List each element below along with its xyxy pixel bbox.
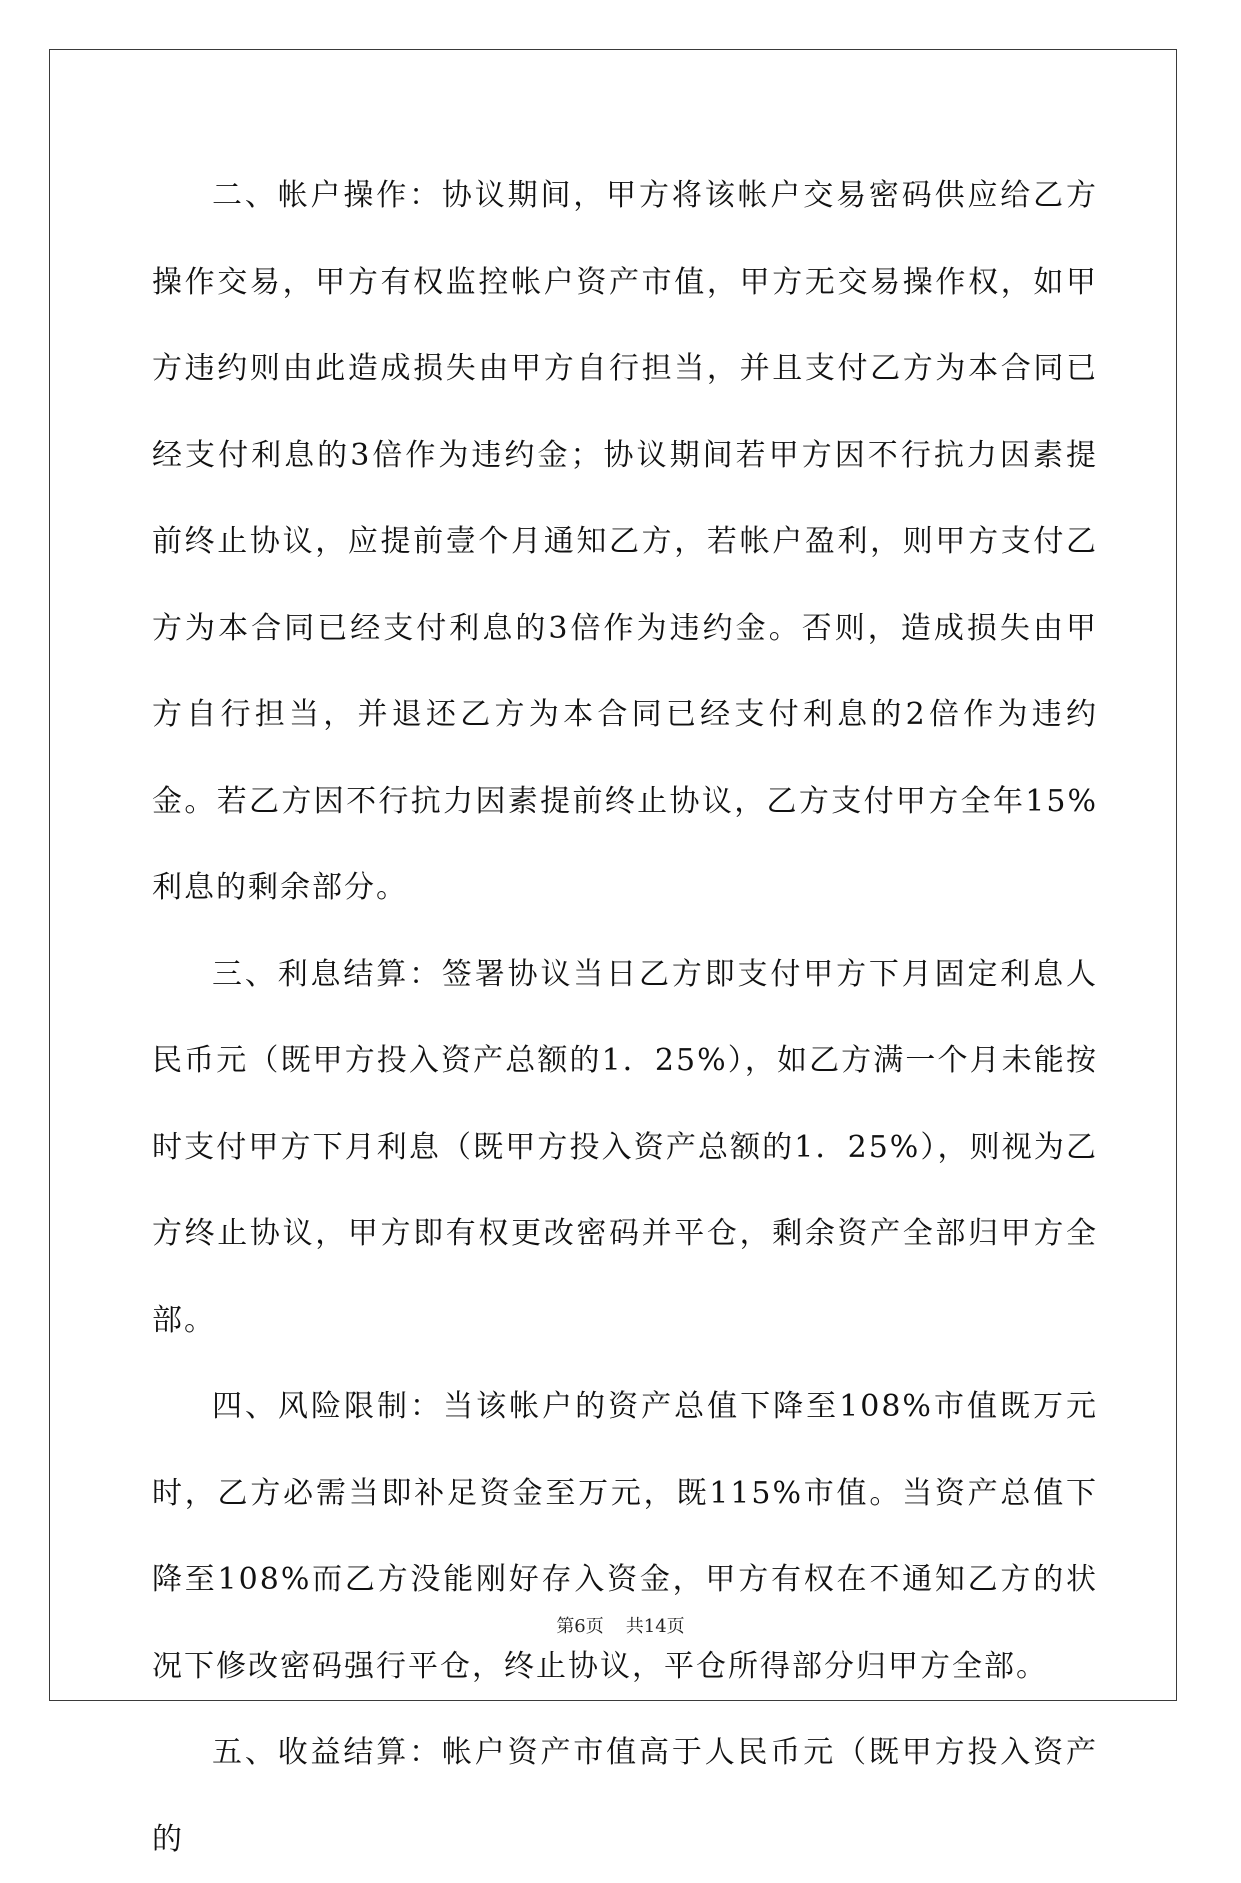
page-number: 第6页: [556, 1616, 604, 1637]
paragraph-account-operation: 二、帐户操作：协议期间，甲方将该帐户交易密码供应给乙方操作交易，甲方有权监控帐户资产市值，甲方无交易操作权，如甲方违约则由此造成损失由甲方自行担当，并且支付乙方为本合同已经支付利息的3倍作为违约金；协议期间若甲方因不行抗力因素提前终止协议，应提前壹个月通知乙方，若帐户盈利，则甲方支付乙方为本合同已经支付利息的3倍作为违约金。否则，造成损失由甲方自行担当，并退还乙方为本合同已经支付利息的2倍作为违约金。若乙方因不行抗力因素提前终止协议，乙方支付甲方全年15%利息的剩余部分。: [152, 178, 1098, 905]
page-footer: [0, 1612, 1241, 1638]
paragraph-income-settlement: 五、收益结算：帐户资产市值高于人民币元（既甲方投入资产的: [152, 1735, 1098, 1857]
paragraph-risk-limit: 四、风险限制：当该帐户的资产总值下降至108%市值既万元时，乙方必需当即补足资金至万元，既115%市值。当资产总值下降至108%而乙方没能刚好存入资金，甲方有权在不通知乙方的状况下修改密码强行平仓，终止协议，平仓所得部分归甲方全部。: [152, 1389, 1098, 1684]
paragraph-interest-settlement: 三、利息结算：签署协议当日乙方即支付甲方下月固定利息人民币元（既甲方投入资产总额的1．25%），如乙方满一个月未能按时支付甲方下月利息（既甲方投入资产总额的1．25%），则视为乙方终止协议，甲方即有权更改密码并平仓，剩余资产全部归甲方全部。: [152, 956, 1098, 1338]
page-total: 共14页: [625, 1616, 685, 1637]
